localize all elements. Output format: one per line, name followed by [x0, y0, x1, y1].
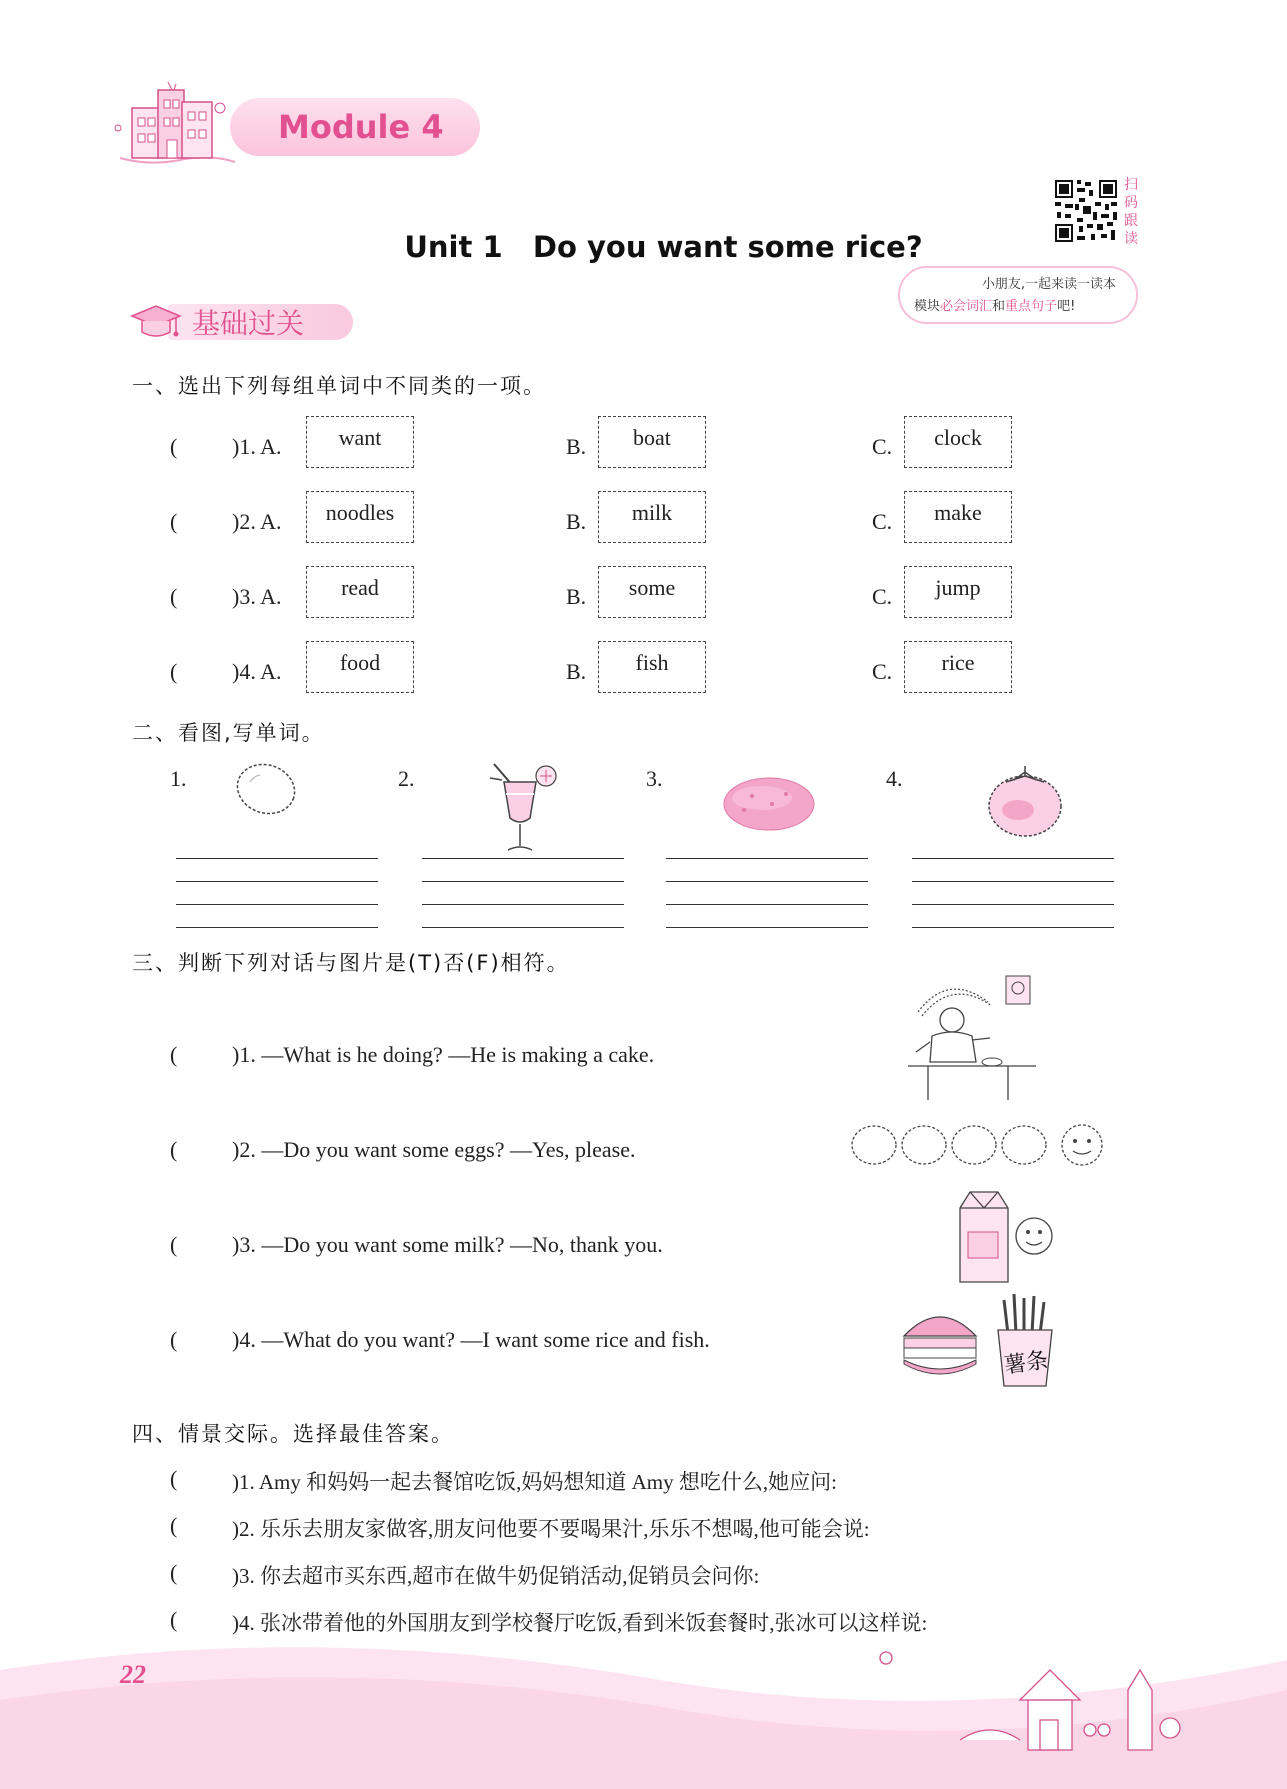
- dialog-text: )3. —Do you want some milk? —No, thank you.: [232, 1232, 663, 1257]
- option-a-word: read: [306, 566, 414, 618]
- answer-paren[interactable]: (: [170, 1560, 178, 1585]
- bread-icon: [722, 774, 816, 832]
- milk-carton-icon: [956, 1186, 1056, 1286]
- answer-lines[interactable]: [666, 836, 868, 928]
- eggs-row-icon: [850, 1120, 1106, 1170]
- option-b-word: fish: [598, 641, 706, 693]
- option-b-word: some: [598, 566, 706, 618]
- dialog-text: )2. —Do you want some eggs? —Yes, please.: [232, 1137, 636, 1162]
- option-c-label: C.: [872, 659, 893, 684]
- picture-number: 2.: [398, 766, 415, 791]
- egg-icon: [232, 760, 300, 818]
- school-building-icon: [110, 78, 240, 173]
- question-number: )1. A.: [232, 434, 282, 459]
- answer-paren[interactable]: (: [170, 434, 178, 459]
- option-c-label: C.: [872, 584, 893, 609]
- option-b-label: B.: [566, 584, 587, 609]
- dialog-text: )4. —What do you want? —I want some rice and fish.: [232, 1327, 710, 1352]
- option-c-word: rice: [904, 641, 1012, 693]
- option-c-label: C.: [872, 509, 893, 534]
- section-3-heading: 三、判断下列对话与图片是(T)否(F)相符。: [132, 951, 570, 975]
- option-b-label: B.: [566, 509, 587, 534]
- option-b-label: B.: [566, 659, 587, 684]
- fries-label: 薯条: [1002, 1348, 1050, 1379]
- graduation-cap-icon: [128, 298, 184, 346]
- question-number: )3. A.: [232, 584, 282, 609]
- option-b-word: boat: [598, 416, 706, 468]
- unit-title: Unit 1 Do you want some rice?: [404, 230, 923, 264]
- answer-paren[interactable]: (: [170, 584, 178, 609]
- module-banner: [110, 78, 490, 173]
- answer-paren[interactable]: (: [170, 1607, 178, 1632]
- picture-number: 4.: [886, 766, 903, 791]
- option-b-word: milk: [598, 491, 706, 543]
- scenario-text: )2. 乐乐去朋友家做客,朋友问他要不要喝果汁,乐乐不想喝,他可能会说:: [232, 1517, 870, 1541]
- option-a-word: want: [306, 416, 414, 468]
- chef-juggling-icon: [908, 972, 1036, 1100]
- section-badge: [128, 296, 358, 348]
- option-a-word: noodles: [306, 491, 414, 543]
- scenario-text: )3. 你去超市买东西,超市在做牛奶促销活动,促销员会问你:: [232, 1564, 760, 1588]
- answer-lines[interactable]: [912, 836, 1114, 928]
- answer-lines[interactable]: [176, 836, 378, 928]
- dialog-text: )1. —What is he doing? —He is making a cake.: [232, 1042, 655, 1067]
- answer-paren[interactable]: (: [170, 1137, 178, 1162]
- module-title: Module 4: [278, 108, 444, 146]
- answer-paren[interactable]: (: [170, 1327, 178, 1352]
- picture-number: 1.: [170, 766, 187, 791]
- page-number: 22: [120, 1660, 146, 1689]
- reading-tip-bubble: 小朋友,一起来读一读本 模块必会词汇和重点句子吧!: [898, 266, 1138, 324]
- option-c-word: make: [904, 491, 1012, 543]
- option-c-word: clock: [904, 416, 1012, 468]
- option-c-word: jump: [904, 566, 1012, 618]
- section-1-heading: 一、选出下列每组单词中不同类的一项。: [132, 374, 546, 398]
- answer-paren[interactable]: (: [170, 1513, 178, 1538]
- section-2-heading: 二、看图,写单词。: [132, 721, 325, 745]
- tomato-icon: [984, 762, 1066, 840]
- option-b-label: B.: [566, 434, 587, 459]
- option-a-word: food: [306, 641, 414, 693]
- section-4-heading: 四、情景交际。选择最佳答案。: [132, 1422, 454, 1446]
- answer-paren[interactable]: (: [170, 659, 178, 684]
- scenario-text: )4. 张冰带着他的外国朋友到学校餐厅吃饭,看到米饭套餐时,张冰可以这样说:: [232, 1611, 928, 1635]
- answer-paren[interactable]: (: [170, 509, 178, 534]
- picture-number: 3.: [646, 766, 663, 791]
- option-c-label: C.: [872, 434, 893, 459]
- answer-paren[interactable]: (: [170, 1232, 178, 1257]
- answer-lines[interactable]: [422, 836, 624, 928]
- question-number: )2. A.: [232, 509, 282, 534]
- badge-label: 基础过关: [192, 307, 305, 340]
- answer-paren[interactable]: (: [170, 1466, 178, 1491]
- qr-label: 扫 码 跟 读: [1124, 177, 1138, 247]
- question-number: )4. A.: [232, 659, 282, 684]
- footer-decoration: [0, 1610, 1287, 1789]
- answer-paren[interactable]: (: [170, 1042, 178, 1067]
- scenario-text: )1. Amy 和妈妈一起去餐馆吃饭,妈妈想知道 Amy 想吃什么,她应问:: [232, 1470, 837, 1494]
